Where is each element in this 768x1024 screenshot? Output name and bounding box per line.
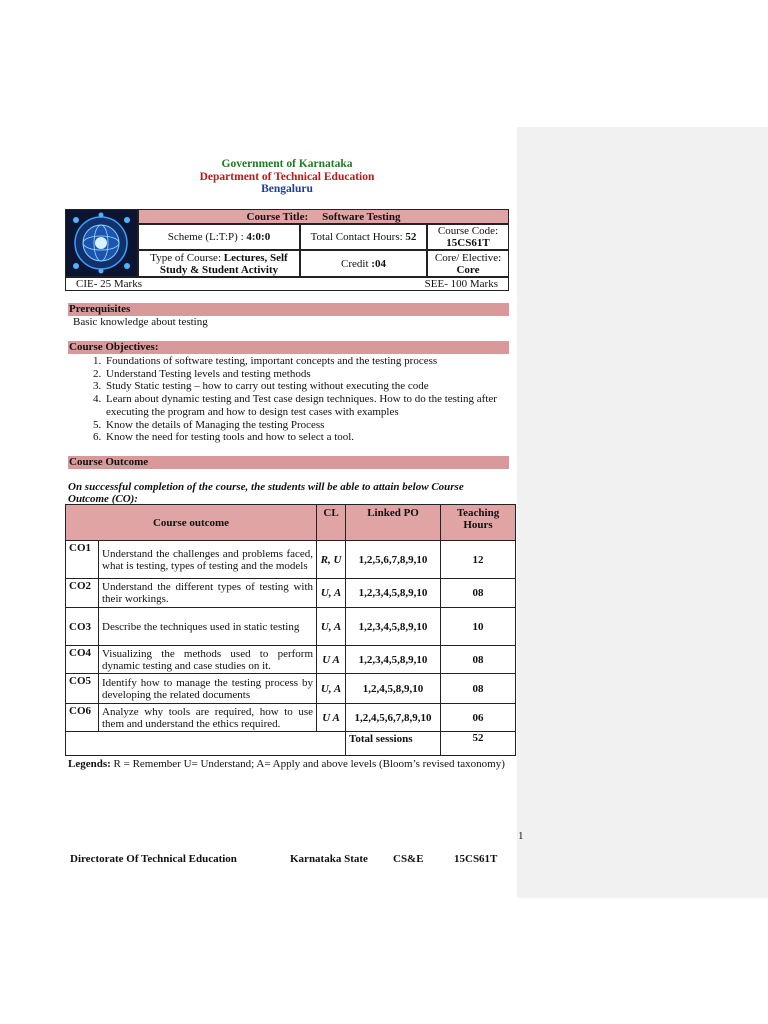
core-elective-cell [427, 250, 509, 277]
footer-directorate: Directorate Of Technical Education [70, 853, 237, 865]
table-row [66, 646, 516, 674]
col-linked-po: Linked PO [346, 505, 441, 541]
see-marks: SEE- 100 Marks [424, 278, 498, 290]
contact-hours-label: Total Contact Hours: [310, 231, 403, 243]
co-cl: U, A [317, 674, 346, 704]
co-description: Analyze why tools are required, how to use them and understand the ethics required. [99, 704, 317, 732]
co-cl: U A [317, 646, 346, 674]
contact-hours-cell [300, 224, 427, 250]
core-elective-value: Core [456, 263, 480, 276]
co-description: Visualizing the methods used to perform dynamic testing and case studies on it. [99, 646, 317, 674]
co-id: CO3 [66, 608, 99, 646]
co-cl: R, U [317, 541, 346, 579]
co-description: Understand the different types of testing with their workings. [99, 579, 317, 608]
co-hours: 06 [441, 704, 516, 732]
co-hours: 12 [441, 541, 516, 579]
government-title: Government of Karnataka [221, 158, 353, 170]
course-type-value: Lectures, Self Study & Student Activity [159, 251, 288, 276]
scheme-label: Scheme (L:T:P) : [167, 231, 244, 243]
objectives-heading: Course Objectives: [68, 341, 509, 354]
co-description: Identify how to manage the testing process by developing the related documents [99, 674, 317, 704]
total-sessions-value: 52 [441, 732, 516, 756]
co-cl: U, A [317, 579, 346, 608]
comment-side-panel [517, 127, 768, 898]
legends-label: Legends: [68, 758, 111, 770]
legends-text: R = Remember U= Understand; A= Apply and above levels (Bloom’s revised taxonomy) [113, 758, 505, 770]
co-id: CO6 [66, 704, 99, 732]
table-row [66, 608, 516, 646]
objective-item: 5. Know the details of Managing the testing Process [104, 419, 524, 432]
co-cl: U A [317, 704, 346, 732]
co-linked-po: 1,2,5,6,7,8,9,10 [346, 541, 441, 579]
footer-branch: CS&E [393, 853, 424, 865]
co-linked-po: 1,2,4,5,6,7,8,9,10 [346, 704, 441, 732]
co-linked-po: 1,2,3,4,5,8,9,10 [346, 646, 441, 674]
co-linked-po: 1,2,3,4,5,8,9,10 [346, 608, 441, 646]
course-title-value: Software Testing [322, 210, 401, 223]
course-title-label: Course Title: [246, 210, 309, 223]
logo-cell [65, 209, 138, 277]
co-id: CO5 [66, 674, 99, 704]
objective-item: 2. Understand Testing levels and testing methods [104, 368, 524, 381]
contact-hours-value: 52 [405, 231, 417, 243]
course-title-cell [138, 209, 509, 224]
course-outcome-table [65, 504, 516, 756]
co-description: Understand the challenges and problems faced, what is testing, types of testing and the models [99, 541, 317, 579]
legends [68, 757, 508, 771]
tech-globe-logo-icon [66, 210, 137, 276]
co-id: CO4 [66, 646, 99, 674]
col-cl: CL [317, 505, 346, 541]
co-hours: 08 [441, 674, 516, 704]
table-row [66, 674, 516, 704]
scheme-cell [138, 224, 300, 250]
course-info-grid [65, 209, 509, 291]
co-linked-po: 1,2,3,4,5,8,9,10 [346, 579, 441, 608]
department-title: Department of Technical Education [199, 171, 375, 183]
col-teaching-hours: Teaching Hours [441, 505, 516, 541]
course-type-cell [138, 250, 300, 277]
prerequisites-text: Basic knowledge about testing [73, 316, 208, 328]
cie-marks: CIE- 25 Marks [76, 278, 142, 290]
total-empty-cell [66, 732, 346, 756]
outcome-intro: On successful completion of the course, the students will be able to attain below Course Outcome (CO): [68, 481, 464, 505]
core-elective-label: Core/ Elective: [434, 251, 502, 264]
total-row [66, 732, 516, 756]
outcome-heading: Course Outcome [68, 456, 509, 469]
table-row [66, 579, 516, 608]
co-hours: 08 [441, 579, 516, 608]
scheme-value: 4:0:0 [246, 231, 271, 243]
table-header-row [66, 505, 516, 541]
co-hours: 10 [441, 608, 516, 646]
course-type-label: Type of Course: [150, 251, 221, 264]
co-hours: 08 [441, 646, 516, 674]
co-cl: U, A [317, 608, 346, 646]
co-description: Describe the techniques used in static testing [99, 608, 317, 646]
credit-cell [300, 250, 427, 277]
course-code-label: Course Code: [437, 225, 499, 237]
course-code-value: 15CS61T [446, 237, 490, 249]
credit-value: :04 [371, 257, 386, 270]
marks-cell [65, 277, 509, 291]
credit-label: Credit [341, 257, 369, 270]
page-number: 1 [518, 830, 524, 842]
col-course-outcome: Course outcome [66, 505, 317, 541]
co-id: CO1 [66, 541, 99, 579]
total-sessions-label: Total sessions [346, 732, 441, 756]
prerequisites-heading: Prerequisites [68, 303, 509, 316]
objective-item: 1. Foundations of software testing, important concepts and the testing process [104, 355, 524, 368]
objectives-list [86, 355, 524, 444]
objective-item: 4. Learn about dynamic testing and Test case design techniques. How to do the testing after executing the program and how to design test cases with examples [104, 393, 524, 418]
footer-code: 15CS61T [454, 853, 498, 865]
table-row [66, 704, 516, 732]
co-linked-po: 1,2,4,5,8,9,10 [346, 674, 441, 704]
objective-item: 3. Study Static testing – how to carry out testing without executing the code [104, 380, 524, 393]
city-title: Bengaluru [261, 183, 313, 195]
table-row [66, 541, 516, 579]
footer-state: Karnataka State [290, 853, 368, 865]
objective-item: 6. Know the need for testing tools and how to select a tool. [104, 431, 524, 444]
co-id: CO2 [66, 579, 99, 608]
course-code-cell [427, 224, 509, 250]
